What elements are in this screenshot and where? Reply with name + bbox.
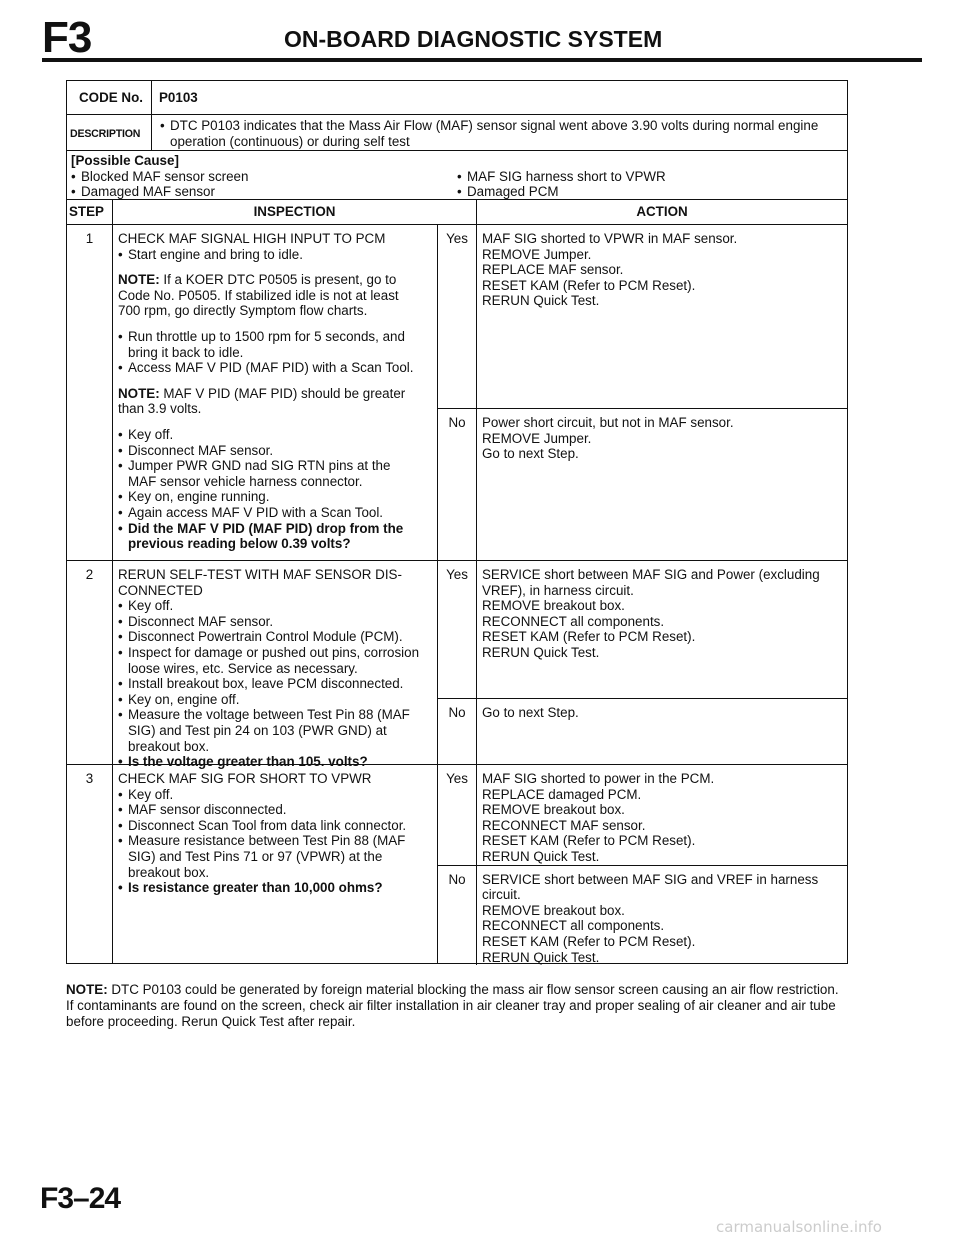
page-title: ON-BOARD DIAGNOSTIC SYSTEM bbox=[284, 26, 663, 52]
step-row bbox=[67, 765, 847, 963]
step-title: CHECK MAF SIGNAL HIGH INPUT TO PCM bbox=[118, 231, 386, 246]
step-note: NOTE: MAF V PID (MAF PID) should be greater bbox=[118, 385, 406, 401]
footnote-text: before proceeding. Rerun Quick Test after repair. bbox=[66, 1014, 356, 1030]
description-row bbox=[67, 115, 847, 151]
yes-actions: SERVICE short between MAF SIG and Power (excluding VREF), in harness circuit. REMOVE breakout box. RECONNECT all components. RESET KAM (Refer to PCM Reset). RERUN Quick Test. bbox=[482, 567, 820, 660]
footnote bbox=[66, 982, 856, 1031]
cause-item: Blocked MAF sensor screen bbox=[81, 168, 249, 184]
step-note: NOTE: If a KOER DTC P0505 is present, go to bbox=[118, 272, 397, 288]
yes-label: Yes bbox=[438, 561, 477, 698]
step-inspection: CHECK MAF SIG FOR SHORT TO VPWR • Key off. • MAF sensor disconnected. • Disconnect Scan Tool from data link connector. • Measure resistance between Test Pin 88 (MAF SIG) and Test Pins 71 or 97 (VPWR) at the breakout box. • Is resistance greater than 10,000 ohms? bbox=[113, 765, 438, 963]
footnote-label: NOTE: bbox=[66, 982, 108, 997]
step-number: 3 bbox=[67, 765, 113, 963]
yes-label: Yes bbox=[438, 225, 477, 408]
step-row bbox=[67, 561, 847, 770]
code-label: CODE No. bbox=[67, 81, 152, 114]
no-label: No bbox=[438, 866, 477, 966]
no-actions: SERVICE short between MAF SIG and VREF in harness circuit. REMOVE breakout box. RECONNECT all components. RESET KAM (Refer to PCM Reset). RERUN Quick Test. bbox=[482, 871, 819, 965]
description-text: • DTC P0103 indicates that the Mass Air Flow (MAF) sensor signal went above 3.90 volts during normal engine operation (continuous) or during self test bbox=[152, 115, 847, 150]
step-inspection: RERUN SELF-TEST WITH MAF SENSOR DIS- CONNECTED • Key off. • Disconnect MAF sensor. • Disconnect Powertrain Control Module (PCM). • Inspect for damage or pushed out pins, corrosion loose wires, etc. Service as necessary. • Install breakout box, leave PCM disconnected. • Key on, engine off. • Measure the voltage between Test Pin 88 (MAF SIG) and Test pin 24 on 103 (PWR GND) at breakout box. • Is the voltage greater than 105. volts? bbox=[113, 561, 438, 764]
step-inspection: CHECK MAF SIGNAL HIGH INPUT TO PCM • Start engine and bring to idle. NOTE: If a KOER DTC P0505 is present, go to Code No. P0505. If stabilized idle is not at least 700 rpm, go directly Symptom flow charts. • Run throttle up to 1500 rpm for 5 seconds, and bring it back to idle. • Access MAF V PID (MAF PID) with a Scan Tool. NOTE: MAF V PID (MAF PID) should be greater than 3.9 volts. • Key off. • Disconnect MAF sensor. • Jumper PWR GND nad SIG RTN pins at the MAF sensor vehicle harness connector. • Key on, engine running. • Again access MAF V PID with a Scan Tool. • Did the MAF V PID (MAF PID) drop from the previous reading below 0.39 volts? bbox=[113, 225, 438, 560]
code-value: P0103 bbox=[159, 90, 198, 105]
description-label: DESCRIPTION bbox=[67, 115, 152, 150]
yes-result bbox=[438, 765, 847, 866]
cause-item: MAF SIG harness short to VPWR bbox=[467, 168, 666, 184]
possible-cause-title: [Possible Cause] bbox=[71, 153, 179, 168]
yes-actions: MAF SIG shorted to VPWR in MAF sensor. REMOVE Jumper. REPLACE MAF sensor. RESET KAM (Refer to PCM Reset). RERUN Quick Test. bbox=[482, 231, 738, 309]
step-title: RERUN SELF-TEST WITH MAF SENSOR DIS- bbox=[118, 567, 402, 582]
diagnostic-table bbox=[66, 80, 848, 964]
no-label: No bbox=[438, 699, 477, 764]
step-number: 2 bbox=[67, 561, 113, 764]
description-line: DTC P0103 indicates that the Mass Air Flow (MAF) sensor signal went above 3.90 volts during normal engine bbox=[170, 118, 819, 133]
cause-item: Damaged MAF sensor bbox=[81, 184, 215, 200]
footnote-text: DTC P0103 could be generated by foreign material blocking the mass air flow sensor screen causing an air flow restriction. bbox=[107, 982, 839, 997]
yes-label: Yes bbox=[438, 765, 477, 865]
no-result bbox=[438, 699, 847, 764]
header-inspection: INSPECTION bbox=[113, 200, 477, 224]
possible-cause-row: [Possible Cause] • Blocked MAF sensor screen • Damaged MAF sensor • MAF SIG harness short to VPWR • Damaged PCM bbox=[67, 151, 847, 200]
yes-result bbox=[438, 225, 847, 409]
header-action: ACTION bbox=[636, 204, 688, 219]
code-row bbox=[67, 81, 847, 115]
no-actions: Power short circuit, but not in MAF sensor. REMOVE Jumper. Go to next Step. bbox=[482, 415, 734, 462]
table-header-row bbox=[67, 200, 847, 225]
yes-result bbox=[438, 561, 847, 699]
no-label: No bbox=[438, 409, 477, 560]
section-code: F3 bbox=[42, 13, 92, 62]
yes-actions: MAF SIG shorted to power in the PCM. REPLACE damaged PCM. REMOVE breakout box. RECONNECT MAF sensor. RESET KAM (Refer to PCM Reset). RERUN Quick Test. bbox=[482, 771, 715, 864]
no-result bbox=[438, 866, 847, 966]
step-title: CHECK MAF SIG FOR SHORT TO VPWR bbox=[118, 771, 372, 786]
cause-item: Damaged PCM bbox=[467, 184, 559, 200]
watermark: carmanualsonline.info bbox=[716, 1218, 882, 1236]
description-line: operation (continuous) or during self test bbox=[170, 133, 410, 149]
no-actions: Go to next Step. bbox=[482, 705, 579, 720]
step-number: 1 bbox=[67, 225, 113, 560]
page-header bbox=[42, 14, 922, 62]
no-result bbox=[438, 409, 847, 560]
footnote-text: If contaminants are found on the screen, check air filter installation in air cleaner tray and proper sealing of air cleaner and air tube bbox=[66, 998, 836, 1014]
header-step: STEP bbox=[67, 200, 113, 224]
page-number: F3–24 bbox=[40, 1182, 121, 1215]
step-row bbox=[67, 225, 847, 561]
